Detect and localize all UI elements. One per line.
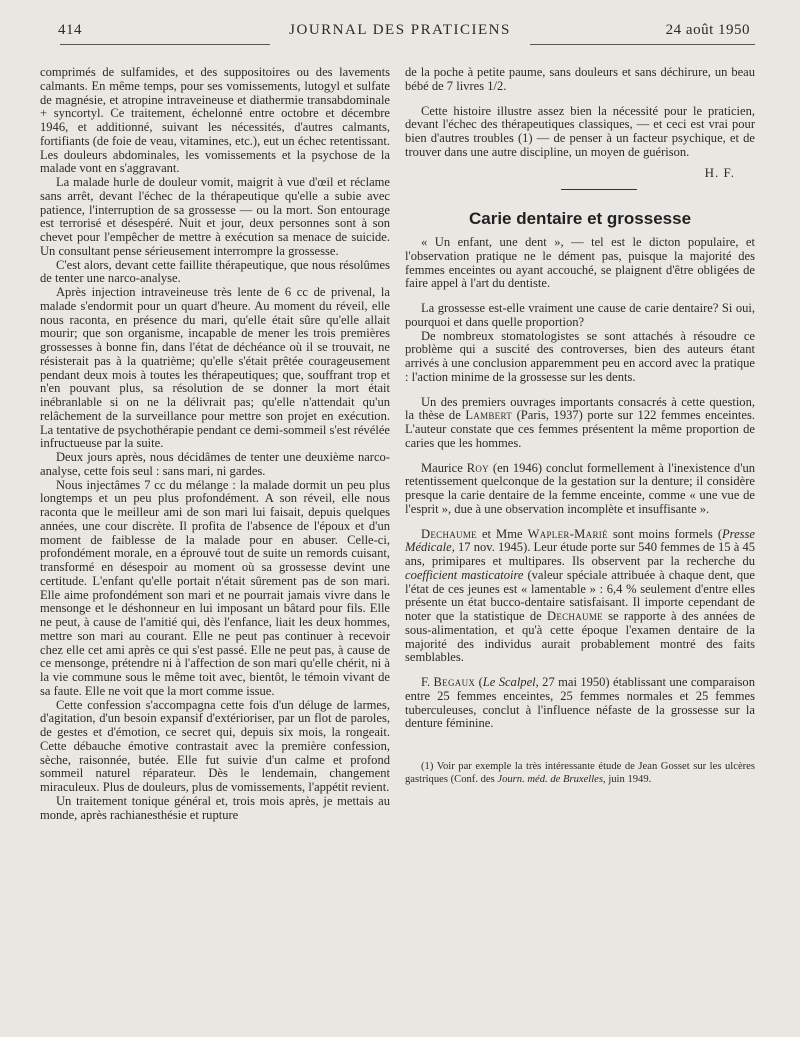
text-run: (en 1946) conclut formellement à l'inexistence d'un retentissement quelconque de la gestation sur la denture; il considère presque la carie dentaire de la femme enceinte, comme « une vue de l'esprit », due à une observation incomplète et insuffisante ».: [405, 460, 755, 516]
author-name: Begaux: [433, 675, 476, 689]
issue-date: 24 août 1950: [665, 22, 750, 38]
text-run: (: [475, 675, 483, 689]
journal-name: Journ. méd. de Bruxelles: [497, 773, 604, 785]
paragraph: La malade hurle de douleur vomit, maigrit à vue d'œil et réclame sans arrêt, devant l'échec de la thérapeutique qu'elle a subie avec patience, l'interruption de sa grossesse — ou la mort. Son entourage est terrorisé et désespéré. Nuit et jour, deux personnes sont à son chevet pour l'empêcher de mettre à exécution sa menace de suicide. Un consultant pense sérieusement interrompre la grossesse.: [40, 175, 390, 258]
page-header: [30, 22, 770, 46]
journal-title: JOURNAL DES PRATICIENS: [289, 22, 511, 38]
journal-name: Presse Médicale: [405, 526, 755, 555]
footnote: [405, 761, 755, 786]
text-run: F.: [421, 675, 434, 689]
author-signature: H. F.: [704, 164, 735, 180]
text-run: Maurice: [421, 460, 467, 475]
right-column: [405, 66, 755, 786]
paragraph-begaux: [405, 676, 755, 731]
text-run: sont moins formels (: [607, 526, 722, 541]
paragraph: Nous injectâmes 7 cc du mélange : la malade dormit un peu plus longtemps et un peu plus profondément. A son réveil, elle nous raconta que le meilleur ami de son mari lui faisait, depuis quelques années, une cour discrète. Il profita de l'absence de l'époux et d'un moment de faiblesse de la malade pour en abuser. Celle-ci, profondément morale, en a éprouvé tout de suite un remords cuisant, transformé en désespoir au moment où sa grossesse devint une certitude. L'enfant qu'elle portait n'était sûrement pas de son mari. Elle aime profondément son mari et ne pourrait jamais vivre dans le mensonge et le déshonneur en lui imposant un bâtard pour fils. Elle ne peut, à cause de l'amitié qui, dès l'enfance, liait les deux hommes, mettre son mari au courant. Elle ne peut pas continuer à recevoir chez elle cet ami après ce qui s'est passé. Elle ne peut pas, à cause de ce mensonge, prétendre ni à l'affection de son mari qu'elle chérit, ni à la vie commune sous le même toit avec, bientôt, le témoin vivant de sa faute. Elle ne voit que la mort comme issue.: [40, 477, 390, 698]
text-run: , 17 nov. 1945). Leur étude porte sur 540 femmes de 15 à 45 ans, primipares et multipares. Ils observent par la recherche du: [405, 540, 755, 568]
header-rule-right: [530, 44, 755, 45]
text-run: (1) Voir par exemple la très intéressante étude de Jean Gosset sur les ulcères gastriques (Conf. des: [405, 761, 755, 785]
text-run: se rapporte à des années de sous-alimentation, et qu'à cette époque l'examen dentaire de la majorité des individus aurait probablement montré des faits semblables.: [405, 609, 755, 665]
author-name: Roy: [466, 460, 489, 475]
separator-rule: [561, 189, 637, 190]
left-column: [40, 66, 390, 822]
paragraph: Cette confession s'accompagna cette fois d'un déluge de larmes, d'agitation, d'un besoin expansif d'extérioriser, par un flot de paroles, de gestes et d'émotion, ce secret qui, depuis six mois, la rongeait. Cette débauche émotive contrastait avec la première confession, sèche, raisonnée, butée. Elle fut suivie d'un calme et profond sommeil naturel réparateur. Dès le lendemain, changement miraculeux. Plus de douleurs, plus de vomissements, l'appétit revient.: [40, 697, 390, 794]
author-name: Dechaume: [546, 609, 603, 623]
journal-name: Le Scalpel: [482, 675, 536, 689]
paragraph: Deux jours après, nous décidâmes de tenter une deuxième narco-analyse, cette fois seul : sans mari, ni gardes.: [40, 450, 390, 478]
term: coefficient masticatoire: [405, 567, 524, 582]
page-number: 414: [58, 22, 82, 38]
author-name: Dechaume: [421, 526, 477, 541]
text-run: , 27 mai 1950) établissant une comparaison entre 25 femmes enceintes, 25 femmes normales et 25 femmes tuberculeuses, conclut à l'influence néfaste de la grossesse sur la denture féminine.: [405, 675, 755, 731]
paragraph: Un traitement tonique général et, trois mois après, je mettais au monde, après rachianesthésie et rupture: [40, 793, 390, 822]
paragraph: La grossesse est-elle vraiment une cause de carie dentaire? Si oui, pourquoi et dans quelle proportion?: [405, 301, 755, 329]
text-run: (Paris, 1937) porte sur 122 femmes enceintes. L'auteur constate que ces femmes présentent la même proportion de caries que les hommes.: [405, 408, 755, 450]
author-name: Wapler-Marié: [527, 526, 608, 541]
paragraph: C'est alors, devant cette faillite thérapeutique, que nous résolûmes de tenter une narco-analyse.: [40, 257, 390, 286]
paragraph: « Un enfant, une dent », — tel est le dicton populaire, et l'observation pratique ne le dément pas, puisque la majorité des femmes enceintes ou ayant accouché, se plaignent d'être obligées de faire appel à l'art du dentiste.: [405, 235, 755, 291]
paragraph: De nombreux stomatologistes se sont attachés à résoudre ce problème qui a suscité des controverses, bien des auteurs étant arrivés à une conclusion apparemment peu en accord avec la pratique : l'action minime de la grossesse sur les dents.: [405, 328, 755, 384]
text-run: Un des premiers ouvrages importants consacrés à cette question, la thèse de: [405, 394, 755, 423]
paragraph-roy: [405, 462, 755, 517]
paragraph-dechaume: [405, 528, 755, 666]
paragraph-lambert: [405, 396, 755, 451]
text-run: et Mme: [476, 526, 528, 541]
article-title: Carie dentaire et grossesse: [468, 209, 692, 229]
header-rule-left: [60, 44, 270, 45]
text-run: (valeur spéciale attribuée à chaque dent, que l'état de ces jeunes est « lamentable » : 6,4 % seulement d'entre elles présente un état bucco-dentaire satisfaisant. Il importe cependant de noter que la statistique de: [405, 567, 755, 623]
paragraph: comprimés de sulfamides, et des suppositoires ou des lavements calmants. En même temps, pour ses vomissements, lutogyl et sulfate de magnésie, et atropine intraveineuse et diathermie transabdominale + syncortyl. Ce traitement, échelonné entre octobre et décembre 1946, et additionné, suivant les nécessités, d'autres calmants, fortifiants (de foie de veau, vitamines, etc.), eut un échec retentissant. Les douleurs abdominales, les vomissements et la psychose de la malade vont en s'aggravant.: [40, 65, 390, 176]
author-name: Lambert: [465, 408, 513, 423]
paragraph: de la poche à petite paume, sans douleurs et sans déchirure, un beau bébé de 7 livres 1/2.: [405, 65, 755, 93]
paragraph: Après injection intraveineuse très lente de 6 cc de privenal, la malade s'endormit pour un quart d'heure. Au moment du réveil, elle nous raconta, en présence du mari, qu'elle était sûre qu'elle allait mourir; que son organisme, incapable de mener les trois premières grossesses à bonne fin, dans l'état de déchéance où il se trouvait, ne résisterait pas à la quatrième; qu'elle s'était prêtée courageusement pendant deux mois à toutes les thérapeutiques; que, souffrant trop et n'en pouvant plus, sa résolution de se donner la mort était inébranlable si on ne la délivrait pas; qu'elle n'attendait qu'un relâchement de la surveillance pour mettre son projet en exécution. La tentative de psychothérapie pendant ce demi-sommeil s'est révélée infructueuse par la suite.: [40, 285, 390, 451]
text-run: , juin 1949.: [603, 773, 652, 785]
paragraph: Cette histoire illustre assez bien la nécessité pour le praticien, devant l'échec des thérapeutiques classiques, — et ceci est vrai pour bien d'autres troubles (1) — de penser à un facteur psychique, et de trouver dans une autre discipline, un moyen de guérison.: [405, 103, 755, 159]
